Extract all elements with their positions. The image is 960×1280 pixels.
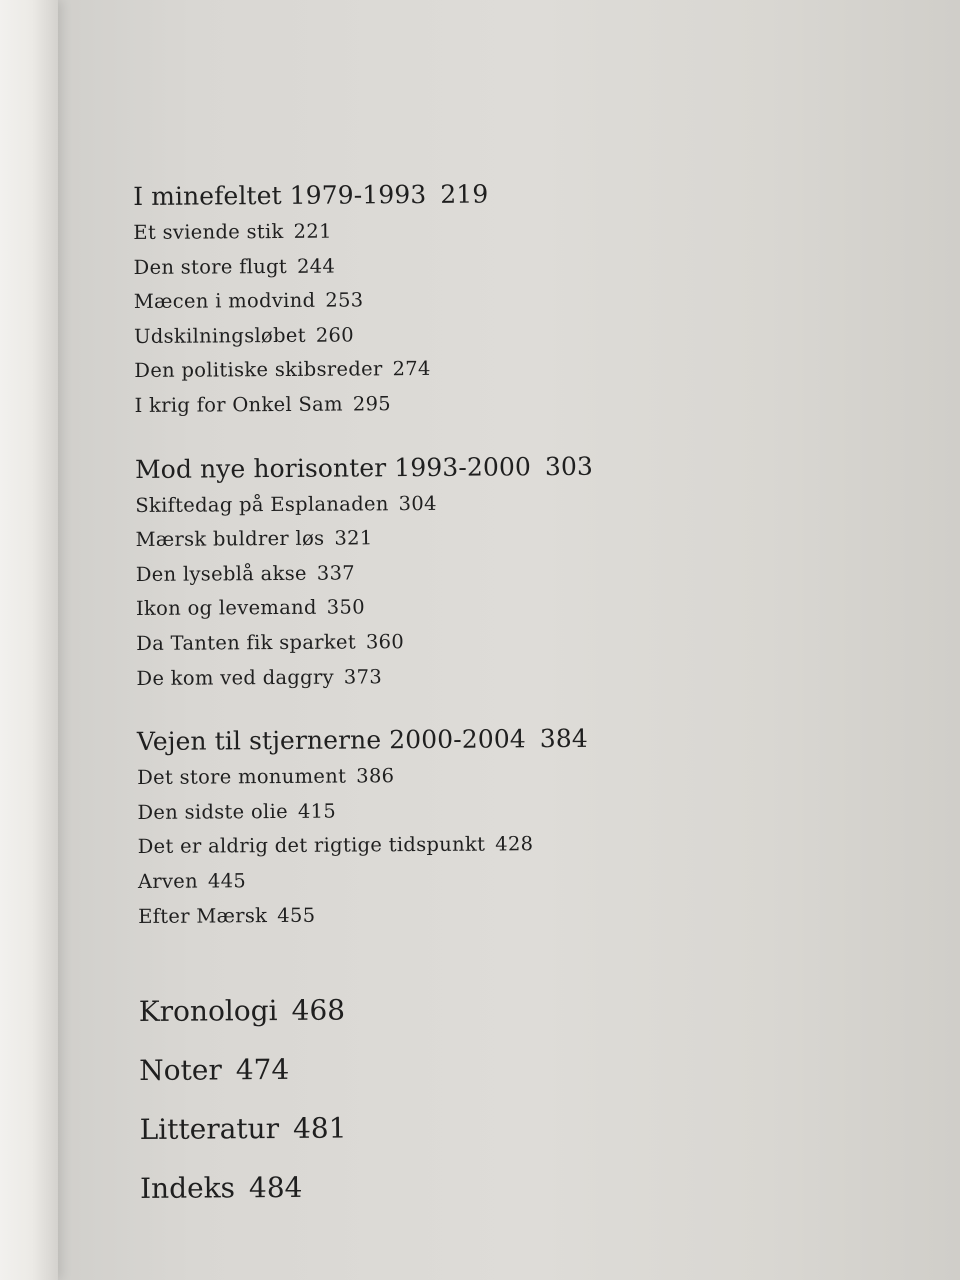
- chapter-entry: [135, 483, 935, 523]
- chapter-entry: [134, 383, 934, 423]
- chapter-title: Den store flugt: [133, 254, 288, 279]
- back-matter-entry: [139, 976, 939, 1041]
- chapter-page-number: 274: [392, 357, 431, 381]
- back-matter-page-number: 481: [292, 1111, 347, 1145]
- chapter-page-number: 221: [293, 219, 332, 243]
- back-matter-entry: [139, 1035, 939, 1100]
- back-matter-title: Indeks: [139, 1171, 236, 1206]
- chapter-title: Den politiske skibsreder: [134, 357, 383, 383]
- chapter-entry: [136, 552, 936, 592]
- chapter-page-number: 415: [297, 799, 337, 823]
- chapter-title: Mærsk buldrer løs: [135, 526, 325, 552]
- chapter-title: Ikon og levemand: [135, 596, 317, 621]
- chapter-page-number: 295: [352, 392, 392, 416]
- chapter-title: Mæcen i modvind: [133, 288, 316, 314]
- chapter-entry: [134, 280, 934, 320]
- chapter-title: Udskilningsløbet: [134, 323, 306, 348]
- chapter-entry: [134, 245, 934, 285]
- chapter-page-number: 304: [398, 491, 437, 515]
- chapter-title: Det store monument: [137, 764, 347, 790]
- chapter-title: De kom ved daggry: [136, 665, 334, 690]
- toc-section: [137, 718, 938, 935]
- chapter-entry: [136, 587, 936, 627]
- chapter-entry: [133, 210, 933, 250]
- chapter-list: [137, 756, 938, 935]
- chapter-page-number: 337: [316, 561, 356, 585]
- chapter-page-number: 253: [325, 288, 364, 312]
- chapter-entry: [136, 656, 936, 696]
- back-matter-title: Litteratur: [139, 1112, 280, 1147]
- chapter-entry: [137, 756, 937, 796]
- table-of-contents: [133, 172, 940, 1218]
- chapter-title: Arven: [137, 869, 199, 893]
- toc-section: [135, 445, 937, 696]
- chapter-page-number: 321: [334, 526, 373, 550]
- chapter-list: [135, 483, 936, 696]
- chapter-page-number: 350: [326, 595, 365, 620]
- chapter-page-number: 244: [296, 254, 336, 278]
- section-page-number: 384: [539, 723, 588, 754]
- chapter-title: Et sviende stik: [133, 219, 284, 244]
- chapter-page-number: 373: [343, 664, 383, 689]
- chapter-title: I krig for Onkel Sam: [134, 392, 343, 417]
- chapter-page-number: 428: [495, 832, 534, 856]
- chapter-entry: [138, 894, 938, 934]
- chapter-entry: [138, 825, 938, 865]
- section-page-number: 219: [440, 179, 489, 209]
- section-page-number: 303: [544, 451, 594, 481]
- section-title: Vejen til stjernerne 2000-2004: [136, 724, 526, 757]
- chapter-entry: [136, 621, 936, 661]
- chapter-entry: [138, 859, 938, 899]
- chapter-title: Efter Mærsk: [138, 903, 268, 928]
- chapter-entry: [134, 314, 934, 354]
- chapter-page-number: 445: [207, 869, 247, 893]
- chapter-title: Det er aldrig det rigtige tidspunkt: [137, 832, 486, 859]
- section-heading: [137, 718, 937, 762]
- chapter-title: Da Tanten fik sparket: [136, 630, 356, 655]
- chapter-page-number: 386: [356, 764, 395, 788]
- back-matter-page-number: 474: [235, 1053, 290, 1087]
- chapter-page-number: 360: [365, 630, 405, 654]
- left-page-edge: [0, 0, 58, 1280]
- chapter-list: [133, 210, 934, 423]
- chapter-title: Skiftedag på Esplanaden: [135, 491, 389, 517]
- back-matter-list: [139, 976, 941, 1218]
- chapter-entry: [134, 349, 934, 389]
- back-matter-title: Noter: [139, 1053, 222, 1088]
- back-matter-entry: [139, 1094, 939, 1159]
- back-matter-page-number: 484: [248, 1170, 303, 1205]
- chapter-title: Den lyseblå akse: [135, 561, 307, 586]
- chapter-page-number: 260: [315, 323, 355, 347]
- chapter-title: Den sidste olie: [137, 799, 289, 824]
- chapter-entry: [137, 790, 937, 830]
- section-title: Mod nye horisonter 1993-2000: [134, 451, 532, 484]
- chapter-entry: [135, 518, 935, 558]
- back-matter-title: Kronologi: [138, 994, 278, 1029]
- section-title: I minefeltet 1979-1993: [133, 179, 427, 211]
- section-heading: [135, 445, 935, 489]
- back-matter-page-number: 468: [291, 993, 346, 1028]
- section-heading: [133, 172, 933, 216]
- back-matter-entry: [140, 1153, 940, 1218]
- chapter-page-number: 455: [277, 903, 316, 927]
- toc-section: [133, 172, 935, 423]
